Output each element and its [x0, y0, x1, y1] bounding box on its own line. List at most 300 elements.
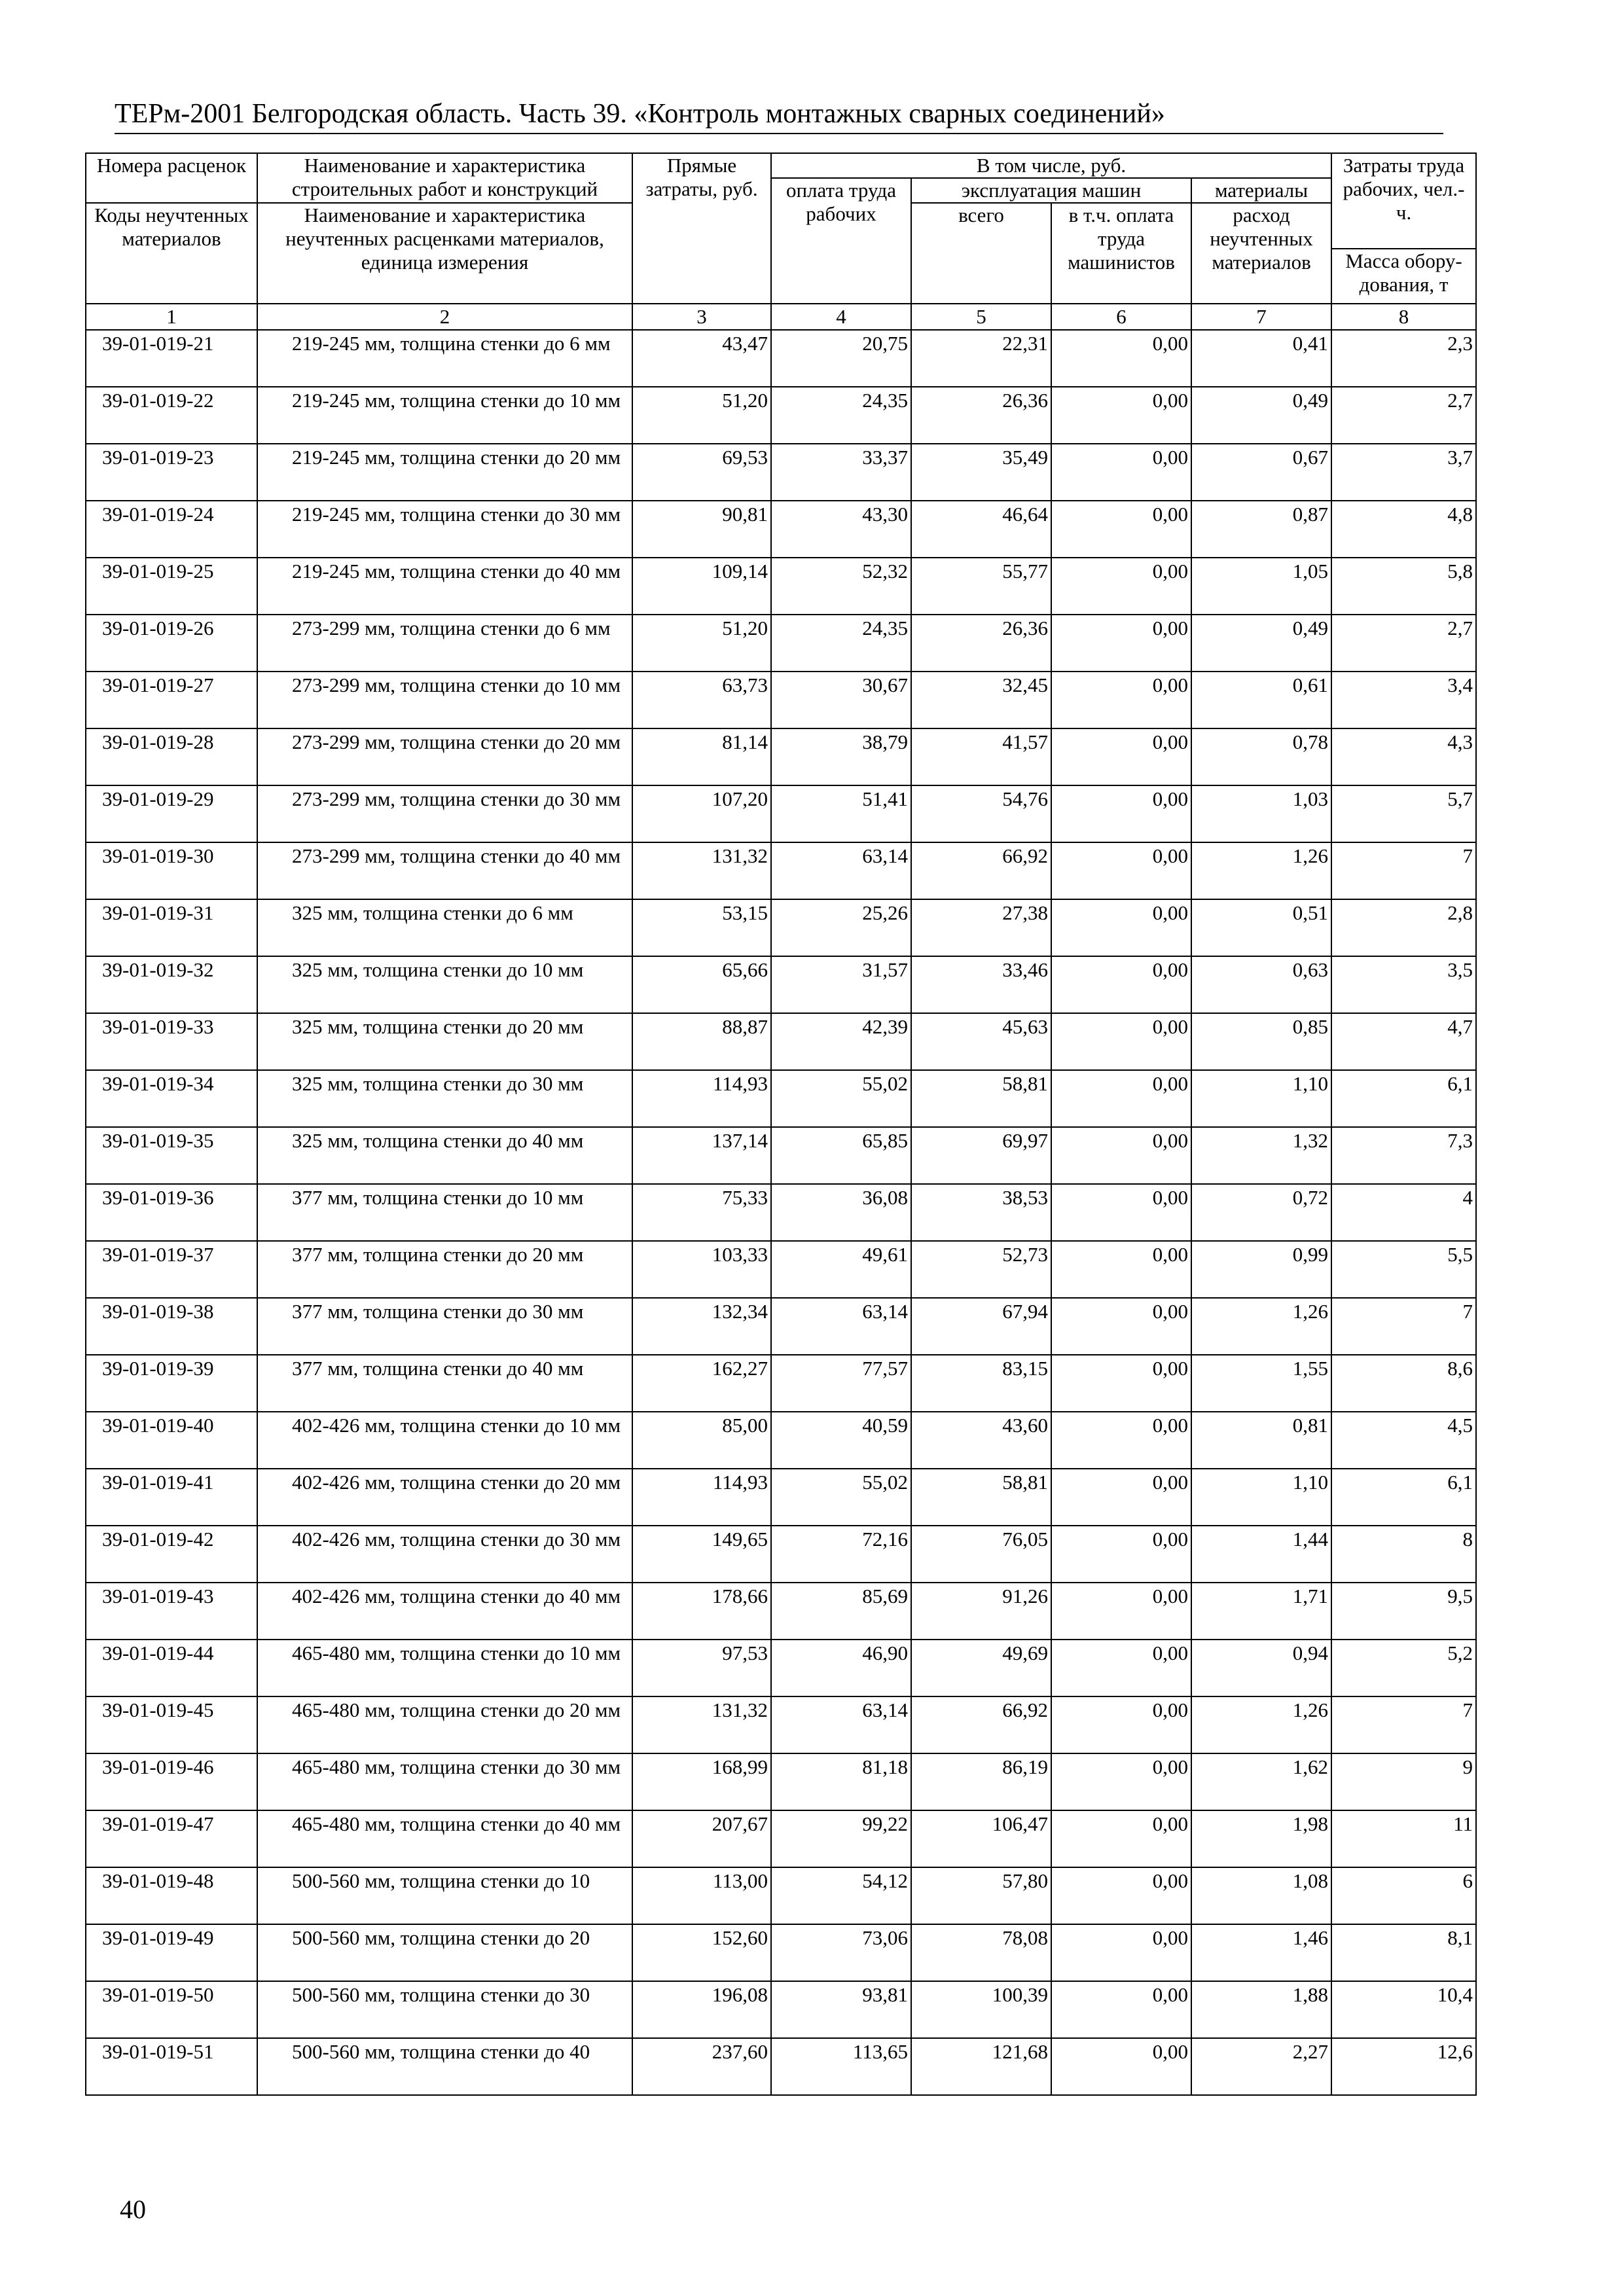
rate-code: 39-01-019-33 — [86, 1013, 257, 1070]
header-unaccounted-codes: Коды неучтенных материалов — [86, 203, 257, 304]
direct-costs: 131,32 — [632, 842, 771, 899]
direct-costs: 137,14 — [632, 1127, 771, 1184]
table-row — [86, 1640, 1476, 1696]
rate-code: 39-01-019-46 — [86, 1753, 257, 1810]
header-equipment-mass: Масса обору-дования, т — [1331, 249, 1476, 304]
direct-costs: 109,14 — [632, 558, 771, 615]
work-description — [257, 672, 632, 728]
rate-code: 39-01-019-22 — [86, 387, 257, 444]
table-row — [86, 1184, 1476, 1241]
rate-code: 39-01-019-47 — [86, 1810, 257, 1867]
table-row — [86, 899, 1476, 956]
rate-code: 39-01-019-35 — [86, 1127, 257, 1184]
work-description — [257, 501, 632, 558]
machines-total: 49,69 — [911, 1640, 1051, 1696]
rate-code: 39-01-019-29 — [86, 785, 257, 842]
worker-pay: 30,67 — [771, 672, 911, 728]
worker-pay: 49,61 — [771, 1241, 911, 1298]
labor-hours: 6,1 — [1331, 1070, 1476, 1127]
worker-pay: 63,14 — [771, 842, 911, 899]
work-description-text: 465-480 мм, толщина стенки до 10 мм — [292, 1641, 621, 1664]
machines-total: 43,60 — [911, 1412, 1051, 1469]
direct-costs: 103,33 — [632, 1241, 771, 1298]
work-description — [257, 728, 632, 785]
labor-hours: 8,1 — [1331, 1924, 1476, 1981]
operator-pay: 0,00 — [1051, 330, 1191, 387]
machines-total: 22,31 — [911, 330, 1051, 387]
labor-hours: 4,5 — [1331, 1412, 1476, 1469]
operator-pay: 0,00 — [1051, 615, 1191, 672]
table-row — [86, 1127, 1476, 1184]
operator-pay: 0,00 — [1051, 1013, 1191, 1070]
header-materials: материалы — [1191, 178, 1331, 203]
table-row — [86, 1753, 1476, 1810]
work-description-text: 273-299 мм, толщина стенки до 10 мм — [292, 673, 621, 696]
table-row — [86, 558, 1476, 615]
machines-total: 86,19 — [911, 1753, 1051, 1810]
worker-pay: 93,81 — [771, 1981, 911, 2038]
table-row — [86, 1241, 1476, 1298]
machines-total: 91,26 — [911, 1583, 1051, 1640]
labor-hours: 11 — [1331, 1810, 1476, 1867]
worker-pay: 63,14 — [771, 1298, 911, 1355]
rate-code: 39-01-019-45 — [86, 1696, 257, 1753]
table-row — [86, 1469, 1476, 1526]
materials-cost: 1,32 — [1191, 1127, 1331, 1184]
work-description-text: 325 мм, толщина стенки до 40 мм — [292, 1129, 584, 1152]
labor-hours: 9 — [1331, 1753, 1476, 1810]
labor-hours: 2,8 — [1331, 899, 1476, 956]
materials-cost: 0,49 — [1191, 615, 1331, 672]
table-row — [86, 1583, 1476, 1640]
labor-hours: 6,1 — [1331, 1469, 1476, 1526]
work-description — [257, 1640, 632, 1696]
rate-code: 39-01-019-25 — [86, 558, 257, 615]
work-description-text: 325 мм, толщина стенки до 30 мм — [292, 1072, 584, 1095]
work-description-text: 465-480 мм, толщина стенки до 40 мм — [292, 1812, 621, 1835]
direct-costs: 97,53 — [632, 1640, 771, 1696]
direct-costs: 75,33 — [632, 1184, 771, 1241]
direct-costs: 90,81 — [632, 501, 771, 558]
rate-code: 39-01-019-31 — [86, 899, 257, 956]
work-description — [257, 1696, 632, 1753]
column-number: 3 — [632, 304, 771, 330]
column-number: 1 — [86, 304, 257, 330]
rates-table — [85, 152, 1477, 2096]
operator-pay: 0,00 — [1051, 1696, 1191, 1753]
operator-pay: 0,00 — [1051, 1127, 1191, 1184]
header-machine-operation: эксплуатация машин — [911, 178, 1191, 203]
table-row — [86, 1526, 1476, 1583]
labor-hours: 4,3 — [1331, 728, 1476, 785]
direct-costs: 88,87 — [632, 1013, 771, 1070]
table-row — [86, 1924, 1476, 1981]
machines-total: 66,92 — [911, 1696, 1051, 1753]
materials-cost: 1,26 — [1191, 842, 1331, 899]
worker-pay: 36,08 — [771, 1184, 911, 1241]
direct-costs: 207,67 — [632, 1810, 771, 1867]
direct-costs: 149,65 — [632, 1526, 771, 1583]
machines-total: 46,64 — [911, 501, 1051, 558]
machines-total: 41,57 — [911, 728, 1051, 785]
labor-hours: 7 — [1331, 1298, 1476, 1355]
rate-code: 39-01-019-48 — [86, 1867, 257, 1924]
machines-total: 32,45 — [911, 672, 1051, 728]
table-row — [86, 956, 1476, 1013]
operator-pay: 0,00 — [1051, 387, 1191, 444]
labor-hours: 12,6 — [1331, 2038, 1476, 2095]
work-description — [257, 1070, 632, 1127]
header-rate-numbers: Номера расценок — [86, 153, 257, 203]
table-row — [86, 330, 1476, 387]
operator-pay: 0,00 — [1051, 2038, 1191, 2095]
labor-hours: 5,7 — [1331, 785, 1476, 842]
operator-pay: 0,00 — [1051, 899, 1191, 956]
table-row — [86, 1867, 1476, 1924]
table-row — [86, 1070, 1476, 1127]
materials-cost: 1,08 — [1191, 1867, 1331, 1924]
work-description-text: 500-560 мм, толщина стенки до 20 — [292, 1926, 590, 1949]
machines-total: 26,36 — [911, 615, 1051, 672]
materials-cost: 1,44 — [1191, 1526, 1331, 1583]
work-description — [257, 444, 632, 501]
work-description — [257, 615, 632, 672]
machines-total: 66,92 — [911, 842, 1051, 899]
materials-cost: 2,27 — [1191, 2038, 1331, 2095]
materials-cost: 1,71 — [1191, 1583, 1331, 1640]
worker-pay: 113,65 — [771, 2038, 911, 2095]
worker-pay: 24,35 — [771, 387, 911, 444]
direct-costs: 81,14 — [632, 728, 771, 785]
column-numbers-row — [86, 304, 1476, 330]
labor-hours: 5,8 — [1331, 558, 1476, 615]
rate-code: 39-01-019-23 — [86, 444, 257, 501]
operator-pay: 0,00 — [1051, 1184, 1191, 1241]
work-description — [257, 1013, 632, 1070]
work-description-text: 219-245 мм, толщина стенки до 40 мм — [292, 560, 621, 583]
work-description-text: 465-480 мм, толщина стенки до 20 мм — [292, 1698, 621, 1721]
rate-code: 39-01-019-41 — [86, 1469, 257, 1526]
operator-pay: 0,00 — [1051, 1070, 1191, 1127]
labor-hours: 5,2 — [1331, 1640, 1476, 1696]
rate-code: 39-01-019-32 — [86, 956, 257, 1013]
work-description-text: 325 мм, толщина стенки до 20 мм — [292, 1015, 584, 1038]
labor-hours: 8,6 — [1331, 1355, 1476, 1412]
table-row — [86, 672, 1476, 728]
header-rule — [115, 133, 1443, 134]
work-description — [257, 1298, 632, 1355]
work-description — [257, 1355, 632, 1412]
page-header: ТЕРм-2001 Белгородская область. Часть 39. «Контроль монтажных сварных соединений» — [115, 99, 1165, 129]
direct-costs: 51,20 — [632, 387, 771, 444]
work-description-text: 273-299 мм, толщина стенки до 30 мм — [292, 787, 621, 810]
header-unaccounted-consumption: расход неучтенных материалов — [1191, 203, 1331, 304]
operator-pay: 0,00 — [1051, 956, 1191, 1013]
work-description-text: 273-299 мм, толщина стенки до 40 мм — [292, 844, 621, 867]
labor-hours: 7,3 — [1331, 1127, 1476, 1184]
labor-hours: 2,3 — [1331, 330, 1476, 387]
labor-hours: 4,8 — [1331, 501, 1476, 558]
machines-total: 58,81 — [911, 1070, 1051, 1127]
operator-pay: 0,00 — [1051, 1298, 1191, 1355]
work-description — [257, 1924, 632, 1981]
worker-pay: 55,02 — [771, 1469, 911, 1526]
work-description — [257, 2038, 632, 2095]
direct-costs: 114,93 — [632, 1070, 771, 1127]
work-description — [257, 1469, 632, 1526]
labor-hours: 6 — [1331, 1867, 1476, 1924]
header-unaccounted-name: Наименование и характеристика неучтенных расценками материалов, единица измерения — [257, 203, 632, 304]
work-description — [257, 1753, 632, 1810]
work-description-text: 273-299 мм, толщина стенки до 20 мм — [292, 730, 621, 753]
operator-pay: 0,00 — [1051, 842, 1191, 899]
rate-code: 39-01-019-51 — [86, 2038, 257, 2095]
machines-total: 45,63 — [911, 1013, 1051, 1070]
column-number: 4 — [771, 304, 911, 330]
header-machines-total: всего — [911, 203, 1051, 304]
worker-pay: 73,06 — [771, 1924, 911, 1981]
rate-code: 39-01-019-40 — [86, 1412, 257, 1469]
worker-pay: 55,02 — [771, 1070, 911, 1127]
rate-code: 39-01-019-50 — [86, 1981, 257, 2038]
rate-code: 39-01-019-42 — [86, 1526, 257, 1583]
direct-costs: 168,99 — [632, 1753, 771, 1810]
worker-pay: 51,41 — [771, 785, 911, 842]
rate-code: 39-01-019-30 — [86, 842, 257, 899]
work-description-text: 219-245 мм, толщина стенки до 10 мм — [292, 389, 621, 412]
operator-pay: 0,00 — [1051, 1355, 1191, 1412]
worker-pay: 42,39 — [771, 1013, 911, 1070]
work-description-text: 402-426 мм, толщина стенки до 10 мм — [292, 1414, 621, 1437]
worker-pay: 72,16 — [771, 1526, 911, 1583]
rate-code: 39-01-019-36 — [86, 1184, 257, 1241]
table-body — [86, 330, 1476, 2095]
materials-cost: 0,85 — [1191, 1013, 1331, 1070]
worker-pay: 43,30 — [771, 501, 911, 558]
materials-cost: 1,55 — [1191, 1355, 1331, 1412]
machines-total: 76,05 — [911, 1526, 1051, 1583]
work-description-text: 325 мм, толщина стенки до 6 мм — [292, 901, 573, 924]
direct-costs: 65,66 — [632, 956, 771, 1013]
materials-cost: 1,26 — [1191, 1696, 1331, 1753]
work-description — [257, 1867, 632, 1924]
materials-cost: 1,62 — [1191, 1753, 1331, 1810]
work-description-text: 465-480 мм, толщина стенки до 30 мм — [292, 1755, 621, 1778]
machines-total: 52,73 — [911, 1241, 1051, 1298]
table-header — [86, 153, 1476, 330]
table-row — [86, 444, 1476, 501]
header-operator-pay: в т.ч. оплата труда машинистов — [1051, 203, 1191, 304]
operator-pay: 0,00 — [1051, 501, 1191, 558]
labor-hours: 7 — [1331, 1696, 1476, 1753]
rate-code: 39-01-019-39 — [86, 1355, 257, 1412]
header-worker-pay: оплата труда рабочих — [771, 178, 911, 304]
header-labor-costs: Затраты труда рабочих, чел.-ч. — [1331, 153, 1476, 249]
work-description-text: 219-245 мм, толщина стенки до 6 мм — [292, 332, 611, 355]
machines-total: 55,77 — [911, 558, 1051, 615]
machines-total: 35,49 — [911, 444, 1051, 501]
direct-costs: 51,20 — [632, 615, 771, 672]
direct-costs: 178,66 — [632, 1583, 771, 1640]
direct-costs: 162,27 — [632, 1355, 771, 1412]
labor-hours: 3,5 — [1331, 956, 1476, 1013]
machines-total: 27,38 — [911, 899, 1051, 956]
work-description-text: 377 мм, толщина стенки до 40 мм — [292, 1357, 584, 1380]
worker-pay: 85,69 — [771, 1583, 911, 1640]
rate-code: 39-01-019-21 — [86, 330, 257, 387]
worker-pay: 25,26 — [771, 899, 911, 956]
operator-pay: 0,00 — [1051, 1753, 1191, 1810]
operator-pay: 0,00 — [1051, 1810, 1191, 1867]
labor-hours: 4,7 — [1331, 1013, 1476, 1070]
work-description — [257, 899, 632, 956]
work-description — [257, 1810, 632, 1867]
worker-pay: 65,85 — [771, 1127, 911, 1184]
machines-total: 38,53 — [911, 1184, 1051, 1241]
direct-costs: 53,15 — [632, 899, 771, 956]
materials-cost: 0,51 — [1191, 899, 1331, 956]
materials-cost: 1,10 — [1191, 1070, 1331, 1127]
materials-cost: 1,05 — [1191, 558, 1331, 615]
direct-costs: 131,32 — [632, 1696, 771, 1753]
header-direct-costs: Прямые затраты, руб. — [632, 153, 771, 304]
operator-pay: 0,00 — [1051, 785, 1191, 842]
page-number: 40 — [120, 2195, 146, 2224]
direct-costs: 85,00 — [632, 1412, 771, 1469]
table-row — [86, 501, 1476, 558]
machines-total: 83,15 — [911, 1355, 1051, 1412]
materials-cost: 0,78 — [1191, 728, 1331, 785]
machines-total: 26,36 — [911, 387, 1051, 444]
materials-cost: 1,88 — [1191, 1981, 1331, 2038]
direct-costs: 132,34 — [632, 1298, 771, 1355]
work-description-text: 500-560 мм, толщина стенки до 10 — [292, 1869, 590, 1892]
materials-cost: 0,63 — [1191, 956, 1331, 1013]
labor-hours: 3,4 — [1331, 672, 1476, 728]
work-description — [257, 1127, 632, 1184]
work-description — [257, 1583, 632, 1640]
operator-pay: 0,00 — [1051, 672, 1191, 728]
worker-pay: 38,79 — [771, 728, 911, 785]
labor-hours: 8 — [1331, 1526, 1476, 1583]
direct-costs: 63,73 — [632, 672, 771, 728]
work-description-text: 402-426 мм, толщина стенки до 30 мм — [292, 1528, 621, 1551]
worker-pay: 63,14 — [771, 1696, 911, 1753]
rate-code: 39-01-019-44 — [86, 1640, 257, 1696]
work-description-text: 325 мм, толщина стенки до 10 мм — [292, 958, 584, 981]
materials-cost: 1,98 — [1191, 1810, 1331, 1867]
work-description-text: 500-560 мм, толщина стенки до 40 — [292, 2040, 590, 2063]
worker-pay: 46,90 — [771, 1640, 911, 1696]
worker-pay: 33,37 — [771, 444, 911, 501]
rate-code: 39-01-019-43 — [86, 1583, 257, 1640]
materials-cost: 1,10 — [1191, 1469, 1331, 1526]
table-row — [86, 785, 1476, 842]
labor-hours: 5,5 — [1331, 1241, 1476, 1298]
operator-pay: 0,00 — [1051, 1867, 1191, 1924]
worker-pay: 52,32 — [771, 558, 911, 615]
table-row — [86, 1013, 1476, 1070]
machines-total: 78,08 — [911, 1924, 1051, 1981]
labor-hours: 7 — [1331, 842, 1476, 899]
work-description-text: 500-560 мм, толщина стенки до 30 — [292, 1983, 590, 2006]
machines-total: 100,39 — [911, 1981, 1051, 2038]
work-description — [257, 558, 632, 615]
rate-code: 39-01-019-34 — [86, 1070, 257, 1127]
table-row — [86, 1981, 1476, 2038]
work-description — [257, 1184, 632, 1241]
operator-pay: 0,00 — [1051, 558, 1191, 615]
table-row — [86, 2038, 1476, 2095]
table-row — [86, 1810, 1476, 1867]
labor-hours: 3,7 — [1331, 444, 1476, 501]
table-row — [86, 1298, 1476, 1355]
materials-cost: 0,41 — [1191, 330, 1331, 387]
worker-pay: 77,57 — [771, 1355, 911, 1412]
work-description — [257, 1526, 632, 1583]
worker-pay: 20,75 — [771, 330, 911, 387]
materials-cost: 0,99 — [1191, 1241, 1331, 1298]
work-description — [257, 842, 632, 899]
work-description-text: 219-245 мм, толщина стенки до 30 мм — [292, 503, 621, 526]
work-description — [257, 956, 632, 1013]
operator-pay: 0,00 — [1051, 444, 1191, 501]
labor-hours: 10,4 — [1331, 1981, 1476, 2038]
labor-hours: 9,5 — [1331, 1583, 1476, 1640]
work-description — [257, 330, 632, 387]
rate-code: 39-01-019-37 — [86, 1241, 257, 1298]
materials-cost: 1,26 — [1191, 1298, 1331, 1355]
machines-total: 54,76 — [911, 785, 1051, 842]
worker-pay: 24,35 — [771, 615, 911, 672]
machines-total: 106,47 — [911, 1810, 1051, 1867]
labor-hours: 2,7 — [1331, 615, 1476, 672]
work-description — [257, 387, 632, 444]
work-description-text: 402-426 мм, толщина стенки до 40 мм — [292, 1585, 621, 1607]
work-description-text: 377 мм, толщина стенки до 30 мм — [292, 1300, 584, 1323]
work-description — [257, 785, 632, 842]
worker-pay: 54,12 — [771, 1867, 911, 1924]
machines-total: 121,68 — [911, 2038, 1051, 2095]
direct-costs: 69,53 — [632, 444, 771, 501]
table-row — [86, 1355, 1476, 1412]
work-description-text: 377 мм, толщина стенки до 20 мм — [292, 1243, 584, 1266]
machines-total: 33,46 — [911, 956, 1051, 1013]
table-row — [86, 615, 1476, 672]
worker-pay: 40,59 — [771, 1412, 911, 1469]
labor-hours: 4 — [1331, 1184, 1476, 1241]
table-row — [86, 842, 1476, 899]
materials-cost: 1,03 — [1191, 785, 1331, 842]
labor-hours: 2,7 — [1331, 387, 1476, 444]
work-description-text: 377 мм, толщина стенки до 10 мм — [292, 1186, 584, 1209]
operator-pay: 0,00 — [1051, 1412, 1191, 1469]
materials-cost: 0,67 — [1191, 444, 1331, 501]
work-description — [257, 1241, 632, 1298]
direct-costs: 107,20 — [632, 785, 771, 842]
rate-code: 39-01-019-27 — [86, 672, 257, 728]
machines-total: 58,81 — [911, 1469, 1051, 1526]
machines-total: 67,94 — [911, 1298, 1051, 1355]
rate-code: 39-01-019-26 — [86, 615, 257, 672]
worker-pay: 31,57 — [771, 956, 911, 1013]
column-number: 7 — [1191, 304, 1331, 330]
direct-costs: 237,60 — [632, 2038, 771, 2095]
header-including: В том числе, руб. — [771, 153, 1331, 178]
machines-total: 57,80 — [911, 1867, 1051, 1924]
header-work-name: Наименование и характеристика строительных работ и конструкций — [257, 153, 632, 203]
operator-pay: 0,00 — [1051, 1469, 1191, 1526]
